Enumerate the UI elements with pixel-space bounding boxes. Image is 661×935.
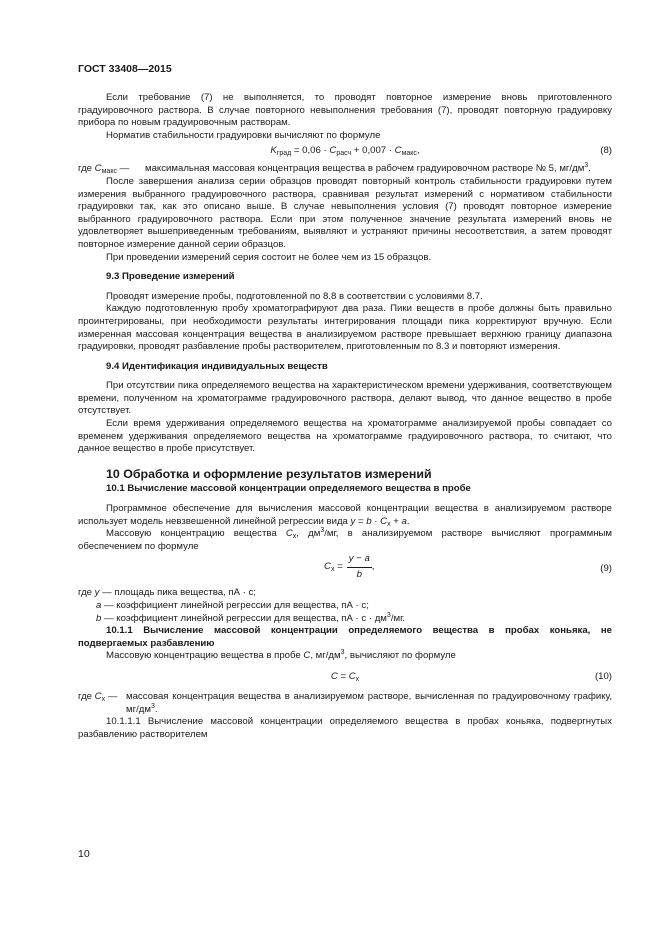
section-heading-10: 10 Обработка и оформление результатов измерений xyxy=(106,466,432,481)
paragraph: Норматив стабильности градуировки вычисляют по формуле xyxy=(106,129,381,141)
paragraph: Если требование (7) не выполняется, то проводят повторное измерение вновь приготовленного градуировочного раствора. В случае повторного невыполнения требования (7), проводят повторную градуировку прибора по новым градуировочным растворам. xyxy=(78,92,612,129)
paragraph: Массовую концентрацию вещества $C_x$, $дм^3/мг$, в анализируемом растворе вычисляют программным обеспечением по формуле xyxy=(78,527,612,552)
formula-number: (9) xyxy=(600,563,612,575)
section-heading-9-3: 9.3 Проведение измерений xyxy=(106,271,235,283)
document-body xyxy=(78,92,612,741)
paragraph: Проводят измерение пробы, подготовленной по 8.8 в соответствии с условиями 8.7. xyxy=(106,290,483,302)
paragraph: Каждую подготовленную пробу хроматографируют два раза. Пики веществ в пробе должны быть правильно проинтегрированы, при необходимости результаты интегрирования площади пика корректируют вручную. Если измеренная массовая концентрация вещества в анализируемом растворе превышает верхнюю границу диапазона градуировки, проводят разбавление пробы растворителем, приготовленным по 8.3 и повторяют измерения. xyxy=(78,303,612,353)
formula-10 xyxy=(78,663,612,691)
document-header: ГОСТ 33408—2015 xyxy=(78,63,172,75)
paragraph: Массовую концентрацию вещества в пробе C, $мг/дм^3$, вычисляют по формуле xyxy=(106,649,456,662)
section-heading-10-1-1: 10.1.1 Вычисление массовой концентрации определяемого вещества в пробах коньяка, не подвергаемых разбавлению xyxy=(78,625,612,649)
page-number: 10 xyxy=(78,848,90,860)
formula-body: $C_x$ = $\frac{y - a}{b}$ , xyxy=(324,553,375,580)
formula-9 xyxy=(78,553,612,587)
fraction: $\frac{y - a}{b}$ xyxy=(348,553,370,580)
formula-body: $C = C_x$ xyxy=(330,670,360,683)
paragraph: После завершения анализа серии образцов проводят повторный контроль стабильности градуировки путем измерения выбранного градуировочного раствора, сравнивая результат измерений с нормативом стабильности градуировки так, как это описано выше. В случае невыполнения условия (7) проводят повторное измерение выбранного градуировочного раствора. Если при этом полученное значение результата измерений вновь не удовлетворяет вышеприведенным требованиям, выявляют и устраняют причины несоответствия, а затем проводят повторное измерение данной серии образцов. xyxy=(78,175,612,250)
section-heading-9-4: 9.4 Идентификация индивидуальных веществ xyxy=(106,360,328,372)
section-heading-10-1: 10.1 Вычисление массовой концентрации определяемого вещества в пробе xyxy=(106,483,471,495)
formula-number: (10) xyxy=(594,670,612,682)
formula-number: (8) xyxy=(600,145,612,157)
paragraph: 10.1.1.1 Вычисление массовой концентрации определяемого вещества в пробах коньяка, подвергнутых разбавлению растворителем xyxy=(78,716,612,740)
formula-8 xyxy=(78,142,612,163)
where-clause: где $C_x$ — массовая концентрация вещества в анализируемом растворе, вычисленная по градуировочному графику, $мг/дм^3$. xyxy=(78,690,612,715)
where-list: где y — площадь пика вещества, пА · с; a — коэффициент линейной регрессии для вещества, пА · с; b — коэффициент линейной регрессии для вещества, пА · $с \cdot дм^3/мг$. xyxy=(78,587,406,624)
paragraph: При проведении измерений серия состоит не более чем из 15 образцов. xyxy=(106,251,432,263)
formula-body: $K_{град} = 0,06 \cdot C_{расч} + 0,007 \cdot C_{макс}$, xyxy=(270,145,420,158)
paragraph: При отсутствии пика определяемого вещества на характеристическом времени удерживания, соответствующем времени, полученном на хроматограмме градуировочного раствора, делают вывод, что данное вещество в пробе отсутствует. xyxy=(78,380,612,417)
where-clause: где $C_{макс}$ — максимальная массовая концентрация вещества в рабочем градуировочном растворе № 5, $мг/дм^3$. xyxy=(78,162,591,176)
paragraph: Программное обеспечение для вычисления массовой концентрации вещества в анализируемом растворе использует модель невзвешенной линейной регрессии вида $y = b \cdot C_x + a$. xyxy=(78,503,612,528)
paragraph: Если время удерживания определяемого вещества на хроматограмме анализируемой пробы совпадает со временем удерживания определяемого вещества на хроматограмме градуировочного раствора, то считают, что данное вещество в пробе присутствует. xyxy=(78,418,612,455)
